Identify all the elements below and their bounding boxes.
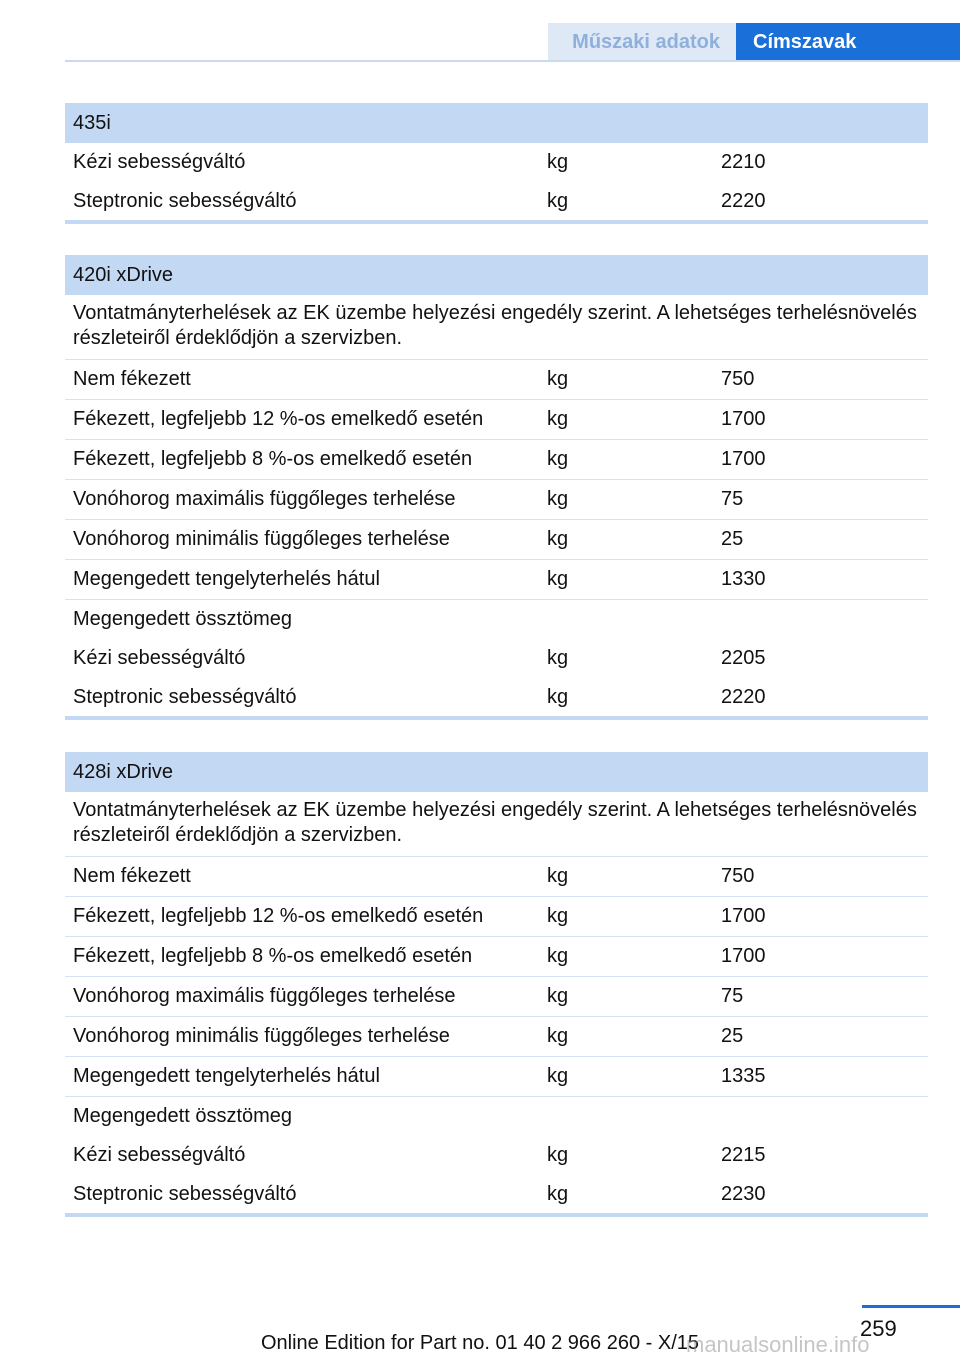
table-row	[65, 480, 928, 520]
row-label: Kézi sebességváltó	[73, 1144, 246, 1166]
row-label: Steptronic sebességváltó	[73, 189, 297, 212]
row-unit: kg	[547, 408, 569, 430]
total-weight-label: Megengedett össztömeg	[73, 608, 293, 630]
row-unit: kg	[547, 1144, 569, 1166]
table-row	[65, 440, 928, 480]
row-value: 2210	[721, 151, 766, 173]
table-row	[65, 639, 928, 678]
table-row	[65, 1175, 928, 1217]
row-unit: kg	[547, 151, 569, 173]
row-label: Vonóhorog maximális függőleges terhelése	[73, 488, 456, 510]
table-title: 428i xDrive	[65, 752, 928, 792]
row-unit: kg	[547, 865, 569, 887]
row-label: Vonóhorog minimális függőleges terhelése	[73, 528, 450, 550]
table-row	[65, 360, 928, 400]
row-value: 2220	[721, 189, 766, 212]
row-unit: kg	[547, 945, 569, 967]
header-divider	[65, 60, 960, 62]
table-row	[65, 1136, 928, 1175]
table-row	[65, 182, 928, 224]
table-row	[65, 1057, 928, 1097]
row-label: Fékezett, legfeljebb 12 %-os emelkedő esetén	[73, 408, 484, 430]
watermark: manualsonline.info	[686, 1332, 870, 1357]
row-unit: kg	[547, 568, 569, 590]
row-unit: kg	[547, 528, 569, 550]
row-label: Nem fékezett	[73, 368, 191, 390]
row-label: Nem fékezett	[73, 865, 191, 887]
row-label: Megengedett tengelyterhelés hátul	[73, 1065, 380, 1087]
table-row	[65, 977, 928, 1017]
page-number: 259	[860, 1316, 897, 1341]
row-label: Megengedett tengelyterhelés hátul	[73, 568, 380, 590]
row-label: Kézi sebességváltó	[73, 151, 246, 173]
table-row	[65, 560, 928, 600]
table-note: Vontatmányterhelések az EK üzembe helyezési engedély szerint. A lehetséges terhelésnövelés részleteiről érdeklődjön a szervizben.	[65, 295, 928, 360]
row-unit: kg	[547, 647, 569, 669]
total-weight-label: Megengedett össztömeg	[73, 1105, 293, 1127]
row-unit: kg	[547, 189, 569, 212]
table-row	[65, 857, 928, 897]
table-row	[65, 143, 928, 182]
footer-divider	[862, 1305, 960, 1308]
row-value: 750	[721, 368, 755, 390]
row-value: 75	[721, 985, 744, 1007]
row-label: Steptronic sebességváltó	[73, 685, 297, 708]
row-unit: kg	[547, 985, 569, 1007]
table-row	[65, 937, 928, 977]
header-tabs	[548, 23, 960, 62]
row-label: Fékezett, legfeljebb 8 %-os emelkedő esetén	[73, 945, 473, 967]
table-title: 420i xDrive	[65, 255, 928, 295]
row-unit: kg	[547, 368, 569, 390]
edition-footer: Online Edition for Part no. 01 40 2 966 260 - X/15	[260, 1332, 700, 1354]
spec-table-420i-xdrive	[65, 255, 928, 720]
row-label: Kézi sebességváltó	[73, 647, 246, 669]
row-value: 25	[721, 528, 744, 550]
row-label: Vonóhorog maximális függőleges terhelése	[73, 985, 456, 1007]
table-row	[65, 678, 928, 720]
table-row	[65, 897, 928, 937]
row-value: 1700	[721, 945, 766, 967]
row-unit: kg	[547, 1182, 569, 1205]
chapter-tab[interactable]: Műszaki adatok	[548, 23, 736, 62]
row-label: Vonóhorog minimális függőleges terhelése	[73, 1025, 450, 1047]
row-value: 750	[721, 865, 755, 887]
section-tab[interactable]: Címszavak	[736, 23, 960, 62]
row-unit: kg	[547, 1065, 569, 1087]
row-value: 1700	[721, 905, 766, 927]
table-row	[65, 1017, 928, 1057]
row-label: Steptronic sebességváltó	[73, 1182, 297, 1205]
row-value: 1700	[721, 408, 766, 430]
row-label: Fékezett, legfeljebb 12 %-os emelkedő esetén	[73, 905, 484, 927]
row-value: 25	[721, 1025, 744, 1047]
row-value: 75	[721, 488, 744, 510]
table-row	[65, 400, 928, 440]
table-subheading	[65, 600, 928, 639]
row-unit: kg	[547, 685, 569, 708]
row-label: Fékezett, legfeljebb 8 %-os emelkedő esetén	[73, 448, 473, 470]
row-unit: kg	[547, 905, 569, 927]
row-value: 1335	[721, 1065, 766, 1087]
row-value: 1330	[721, 568, 766, 590]
spec-table-428i-xdrive	[65, 752, 928, 1217]
spec-table-435i	[65, 103, 928, 224]
row-unit: kg	[547, 448, 569, 470]
row-value: 1700	[721, 448, 766, 470]
row-value: 2205	[721, 647, 766, 669]
row-unit: kg	[547, 488, 569, 510]
row-unit: kg	[547, 1025, 569, 1047]
row-value: 2215	[721, 1144, 766, 1166]
table-title: 435i	[65, 103, 928, 143]
table-row	[65, 520, 928, 560]
row-value: 2220	[721, 685, 766, 708]
table-subheading	[65, 1097, 928, 1136]
row-value: 2230	[721, 1182, 766, 1205]
table-note: Vontatmányterhelések az EK üzembe helyezési engedély szerint. A lehetséges terhelésnövelés részleteiről érdeklődjön a szervizben.	[65, 792, 928, 857]
